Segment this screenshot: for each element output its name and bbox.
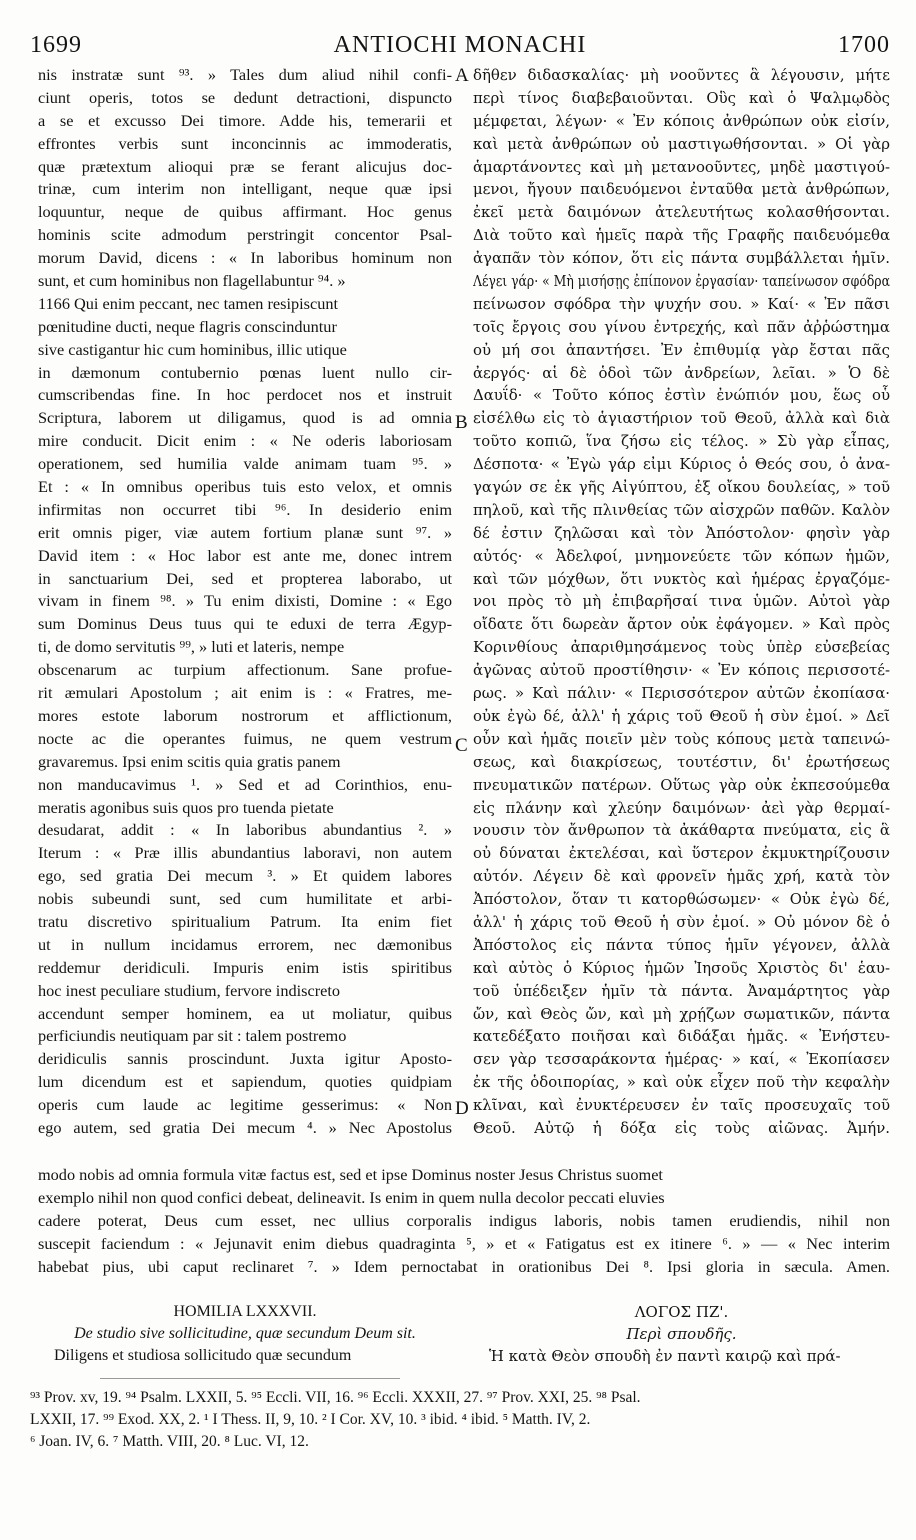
footnotes [30, 1387, 890, 1453]
running-title: ANTIOCHI MONACHI [333, 32, 587, 58]
latin-text-line: in dæmonum contubernio pœnas luent nullo cir- [38, 362, 452, 382]
latin-text-line: infirmitas non occurret tibi ⁹⁶. In desiderio enim [38, 499, 452, 519]
latin-text-line: cumscribendas fine. In hoc perdocet nos et instruit [38, 385, 452, 405]
footnote-line: ⁶ Joan. IV, 6. ⁷ Matth. VIII, 20. ⁸ Luc. VI, 12. [30, 1433, 309, 1450]
greek-text-line: καὶ τῶν μόχθων, ὅτι νυκτὸς καὶ ἡμέρας ἐργαζόμε- [473, 569, 890, 588]
margin-letter-a: A [455, 65, 469, 86]
greek-text-line: ὤν, καὶ Θεὸς ὤν, καὶ μὴ χρῄζων σωματικῶν, πάντα [473, 1004, 890, 1023]
greek-text-line: τοῖς ἔργοις σου γίνου ἐντρεχής, καὶ πᾶν ἀῤῥώστημα [473, 317, 890, 336]
homily-title-greek: ΛΟΓΟΣ ΠΖ'. [634, 1303, 729, 1321]
latin-text-line: Scriptura, laborem ut diligamus, quod is ad omnia [38, 408, 452, 428]
greek-text-line: καὶ μετὰ ἀνθρώπων οὐ μαστιγωθήσονται. » Οἱ γὰρ [473, 134, 890, 153]
greek-text-line: τοῦ ὑπέδειξεν ἡμῖν τὰ πάντα. Ἀναμάρτητος γὰρ [473, 981, 890, 1000]
greek-text-line: ἀλλ' ἡ χάρις τοῦ Θεοῦ ἡ σὺν ἐμοί. » Οὐ μόνον δὲ ὁ [473, 912, 890, 931]
greek-text-line: εἰσέλθω εἰς τὸ ἁγιαστήριον τοῦ Θεοῦ, ἀλλὰ καὶ διὰ [473, 409, 890, 428]
greek-column [473, 64, 890, 1140]
greek-text-line: Θεοῦ. Αὐτῷ ἡ δόξα εἰς τοὺς αἰῶνας. Ἀμήν. [473, 1118, 890, 1137]
latin-text-line: hominis scite admodum perstringit concentor Psal- [38, 225, 452, 245]
greek-text-line: ἁμαρτάνοντες καὶ μὴ μετανοοῦντες, μηδὲ μαστιγού- [473, 157, 890, 176]
latin-text-line: trinæ, cum interim non intelligant, neque quæ ipsi [38, 179, 452, 199]
greek-text-line: Δαυΐδ· « Τοῦτο κόπος ἐστὶν ἐνώπιόν μου, ἕως οὗ [473, 386, 890, 405]
greek-text-line: κλῖναι, καὶ ἐνυκτέρευσεν ἐν ταῖς προσευχαῖς τοῦ [473, 1096, 890, 1115]
greek-text-line: Κορινθίους ἀπαριθμησάμενος τοὺς ὑπὲρ εὐσεβείας [473, 638, 890, 657]
latin-text-line: ut in nullum incidamus errorem, nec dæmonibus [38, 934, 452, 954]
greek-text-line: Λέγει γάρ· « Μὴ μισήσῃς ἐπίπονον ἐργασίαν· ταπείνωσον σφόδρα [473, 272, 890, 291]
greek-text-line: οἴδατε ὅτι δωρεὰν ἄρτον οὐκ ἐφάγομεν. » Καὶ πρὸς [473, 615, 890, 634]
margin-letter-d: D [455, 1098, 469, 1119]
greek-text-line: οὐ μή σοι ἀπαντήσει. Ἐν ἐπιθυμίᾳ γὰρ ἔσται πᾶς [473, 340, 890, 359]
latin-text-line: in sanctuarium Dei, sed et propterea laborabo, ut [38, 568, 452, 588]
greek-text-line: πηλοῦ, καὶ τῆς πλινθείας τῶν αἰσχρῶν παθῶν. Καλὸν [473, 500, 890, 519]
latin-text-line: meratis agonibus suis quos pro tuenda pietate [38, 797, 334, 817]
homily-first-line-greek: Ἡ κατὰ Θεὸν σπουδὴ ἐν παντὶ καιρῷ καὶ πρά- [489, 1347, 841, 1365]
latin-text-line: operis cum laude ac legitime gesserimus: « Non [38, 1095, 452, 1115]
latin-text-line: nocte ac die operantes fuimus, ne quem vestrum [38, 728, 452, 748]
greek-text-line: ἀγαπᾶν τὸν κόπον, ὅτι εἰς πάντα συμβάλλεται ἡμῖν. [473, 249, 890, 268]
margin-letter-c: C [455, 735, 468, 756]
page-number-left: 1699 [30, 32, 82, 58]
greek-text-line: αὐτόν. Λέγειν δὲ καὶ φρονεῖν ἡμᾶς χρή, κατὰ τὸν [473, 867, 890, 886]
margin-letter-b: B [455, 412, 468, 433]
homily-latin-heading [38, 1301, 452, 1367]
homily-subtitle-latin: De studio sive sollicitudine, quæ secundum Deum sit. [74, 1325, 416, 1342]
full-width-line: habebat pius, ubi caput reclinaret ⁷. » Idem pernoctabat in orationibus Dei ⁸. Ipsi gloria in sæcula. Amen. [38, 1256, 890, 1276]
greek-text-line: Ἀπόστολος εἰς πάντα τύπος ἡμῖν γέγονεν, ἀλλὰ [473, 935, 890, 954]
footnote-line: ⁹³ Prov. xv, 19. ⁹⁴ Psalm. LXXII, 5. ⁹⁵ Eccli. VII, 16. ⁹⁶ Eccli. XXXII, 27. ⁹⁷ Prov. XXI, 25. ⁹⁸ Psal. [30, 1389, 641, 1406]
greek-text-line: μενοι, ἤγουν παιδευόμενοι ἐνταῦθα μετὰ ἀνθρώπων, [473, 180, 890, 199]
homily-title-latin: HOMILIA LXXXVII. [173, 1303, 317, 1320]
latin-text-line: desudarat, addit : « In laboribus abundantius ². » [38, 820, 452, 840]
latin-text-line: ego, sed gratia Dei mecum ³. » Et quidem labores [38, 866, 452, 886]
greek-text-line: εἰς πλάνην καὶ χλεύην δαιμόνων· ἀεὶ γὰρ θερμαί- [473, 798, 890, 817]
greek-text-line: περὶ τίνος διαβεβαιοῦνται. Οὓς καὶ ὁ Ψαλμῳδὸς [473, 88, 890, 107]
latin-text-line: vivam in finem ⁹⁸. » Tu enim dixisti, Domine : « Ego [38, 591, 452, 611]
footnote-line: LXXII, 17. ⁹⁹ Exod. XX, 2. ¹ I Thess. II, 9, 10. ² I Cor. XV, 10. ³ ibid. ⁴ ibid. ⁵ Matth. IV, 2. [30, 1411, 591, 1428]
greek-text-line: νοι πρὸς τὸ μὴ ἐπιβαρῆσαί τινα ὑμῶν. Αὐτοὶ γὰρ [473, 592, 890, 611]
latin-text-line: mire conducit. Dicit enim : « Ne oderis laboriosam [38, 431, 452, 451]
latin-text-line: pœnitudine ducti, neque flagris conscinduntur [38, 316, 337, 336]
latin-text-line: Iterum : « Præ illis abundantius laboravi, non autem [38, 843, 452, 863]
latin-column [38, 64, 452, 1140]
homily-first-line-latin: Diligens et studiosa sollicitudo quæ secundum [54, 1347, 352, 1364]
latin-text-line: a se et excusso Dei timore. Adde his, temerarii et [38, 110, 452, 130]
latin-text-line: 1166 Qui enim peccant, nec tamen resipiscunt [38, 293, 339, 313]
greek-text-line: μέμφεται, λέγων· « Ἐν κόποις ἀνθρώπων οὐκ εἰσίν, [473, 111, 890, 130]
greek-text-line: Δέσποτα· « Ἐγὼ γάρ εἰμι Κύριος ὁ Θεός σου, ὁ ἀνα- [473, 455, 890, 474]
latin-text-line: David item : « Hoc labor est ante me, donec intrem [38, 545, 452, 565]
greek-text-line: πείνωσον σφόδρα τὴν ψυχήν σου. » Καί· « Ἐν πᾶσι [473, 294, 890, 313]
latin-text-line: deridiculis sannis proscindunt. Juxta igitur Aposto- [38, 1049, 452, 1069]
full-width-line: exemplo nihil non quod confici debeat, delineavit. Is enim in quem nulla decolor peccati eluvies [38, 1187, 665, 1207]
greek-text-line: αὐτός· « Ἀδελφοί, μνημονεύετε τῶν κόπων ἡμῶν, [473, 546, 890, 565]
latin-text-line: gravaremus. Ipsi enim scitis quia gratis panem [38, 751, 341, 771]
greek-text-line: τοῦτο κοπιῶ, ἵνα ζήσω εἰς τέλος. » Σὺ γὰρ εἶπας, [473, 432, 890, 451]
latin-text-line: obscenarum ac turpium affectionum. Sane profue- [38, 660, 452, 680]
latin-text-line: effrontes verbis sunt inconcinnis ac immoderatis, [38, 133, 452, 153]
greek-text-line: σεως, καὶ διακρίσεως, τουτέστιν, δι' ἐρωτήσεως [473, 752, 890, 771]
latin-text-line: loquuntur, neque de quibus affirmant. Hoc genus [38, 202, 452, 222]
greek-text-line: Ἀπόστολον, ὅταν τι κατορθώσωμεν· « Οὐκ ἐγὼ δέ, [473, 890, 890, 909]
latin-text-line: non manducavimus ¹. » Sed et ad Corinthios, enu- [38, 774, 452, 794]
greek-text-line: δέ ἐστιν ζηλῶσαι καὶ τὸν Ἀπόστολον· φησὶν γὰρ [473, 523, 890, 542]
greek-text-line: ἐκεῖ μετὰ δαιμόνων ἀτελευτήτως κολασθήσονται. [473, 203, 890, 222]
full-width-line: modo nobis ad omnia formula vitæ factus est, sed et ipse Dominus noster Jesus Christus suomet [38, 1165, 663, 1184]
latin-text-line: ti, de domo servitutis ⁹⁹, » luti et lateris, nempe [38, 637, 345, 657]
latin-text-line: perficiundis neutiquam par sit : talem postremo [38, 1026, 347, 1046]
full-width-line: suscepit faciendum : « Jejunavit enim diebus quadraginta ⁵, » et « Fatigatus est ex itinere ⁶. » — « Nec interim [38, 1233, 890, 1253]
greek-text-line: νουσιν τὸν ἄνθρωπον τὰ ἀκάθαρτα πνεύματα, εἰς ἃ [473, 821, 890, 840]
latin-text-line: Et : « In omnibus operibus tuis esto velox, et omnis [38, 477, 452, 497]
latin-text-line: rit æmulari Apostolum ; ait enim is : « Fratres, me- [38, 683, 452, 703]
greek-text-line: κατεδέξατο ποιῆσαι καὶ διδάξαι ἡμᾶς. « Ἐνήστευ- [473, 1027, 890, 1046]
latin-text-line: sunt, et cum hominibus non flagellabuntur ⁹⁴. » [38, 271, 346, 291]
greek-text-line: οὖν καὶ ἡμᾶς ποιεῖν μὲν τοὺς κόπους μετὰ ταπεινώ- [473, 729, 890, 748]
latin-text-line: lum dicendum est et sapiendum, quoties quidpiam [38, 1072, 452, 1092]
footnote-divider [100, 1378, 400, 1379]
greek-text-line: πνευματικῶν πατέρων. Οὕτως γὰρ οὐκ ἐκπεσούμεθα [473, 775, 890, 794]
latin-text-line: nis instratæ sunt ⁹³. » Tales dum aliud nihil confi- [38, 65, 452, 84]
latin-text-line: ciunt operis, totos se dedunt detractioni, dispuncto [38, 87, 452, 107]
greek-text-line: οὐκ ἐγὼ δέ, ἀλλ' ἡ χάρις τοῦ Θεοῦ ἡ σὺν ἐμοί. » Δεῖ [473, 706, 890, 725]
latin-text-line: accendunt semper hominem, ea ut moliatur, quibus [38, 1003, 452, 1023]
greek-text-line: δῆθεν διδασκαλίας· μὴ νοοῦντες ἃ λέγουσιν, μήτε [473, 66, 890, 84]
greek-text-line: ἀγῶνας αὐτοῦ προστίθησιν· « Ἐν κόποις περισσοτέ- [473, 661, 890, 680]
latin-text-line: ego autem, sed gratia Dei mecum ⁴. » Nec Apostolus [38, 1117, 452, 1137]
greek-text-line: ἀεργός· αἱ δὲ ὁδοὶ τῶν ἀνδρείων, λεῖαι. » Ὁ δὲ [473, 363, 890, 382]
latin-text-line: sum Dominus Deus tuus qui te eduxi de terra Ægyp- [38, 614, 452, 634]
latin-text-line: erit omnis piger, viæ autem fortium planæ sunt ⁹⁷. » [38, 522, 452, 542]
latin-text-line: reddemur deridiculi. Impuris enim istis spiritibus [38, 957, 452, 977]
latin-text-line: nobis subeundi sunt, sed cum humilitate et arbi- [38, 889, 452, 909]
greek-text-line: ἐκ τῆς ὁδοιπορίας, » καὶ οὐκ εἶχεν ποῦ τὴν κεφαλὴν [473, 1073, 890, 1092]
homily-greek-heading [473, 1301, 890, 1367]
latin-text-line: tratu discretivo spiritualium Patrum. Ita enim fiet [38, 911, 452, 931]
latin-text-line: mores estote laborum nostrorum et afflictionum, [38, 705, 452, 725]
greek-text-line: καὶ αὐτὸς ὁ Κύριος ἡμῶν Ἰησοῦς Χριστὸς δι' ἑαυ- [473, 958, 890, 977]
full-width-line: cadere poterat, Deus cum esset, nec ullius corporalis indigus laboris, nobis tamen erudiendis, nihil non [38, 1210, 890, 1230]
full-width-text [38, 1164, 890, 1278]
greek-text-line: ρως. » Καὶ πάλιν· « Περισσότερον αὐτῶν ἐκοπίασα· [473, 684, 890, 703]
latin-text-line: operationem, sed humilia valde animam tuam ⁹⁵. » [38, 454, 452, 474]
page-number-right: 1700 [838, 32, 890, 58]
greek-text-line: γαγών σε ἐκ γῆς Αἰγύπτου, ἐξ οἴκου δουλείας, » τοῦ [473, 478, 890, 497]
latin-text-line: morum David, dicens : « In laboribus hominum non [38, 248, 452, 268]
greek-text-line: Διὰ τοῦτο καὶ ἡμεῖς παρὰ τῆς Γραφῆς παιδευόμεθα [473, 226, 890, 245]
latin-text-line: quæ prætextum alioqui præ se ferant alicujus doc- [38, 156, 452, 176]
page-header [30, 30, 890, 60]
greek-text-line: οὐ δύναται ἐκτελέσαι, καὶ ὕστερον ἐκμυκτηρίζουσιν [473, 844, 890, 863]
latin-text-line: hoc inest peculiare studium, fervore indiscreto [38, 980, 341, 1000]
homily-subtitle-greek: Περὶ σπουδῆς. [626, 1325, 737, 1343]
greek-text-line: σεν γὰρ τεσσαράκοντα ἡμέρας· » καί, « Ἐκοπίασεν [473, 1050, 890, 1069]
latin-text-line: sive castigantur hic cum hominibus, illic utique [38, 339, 347, 359]
